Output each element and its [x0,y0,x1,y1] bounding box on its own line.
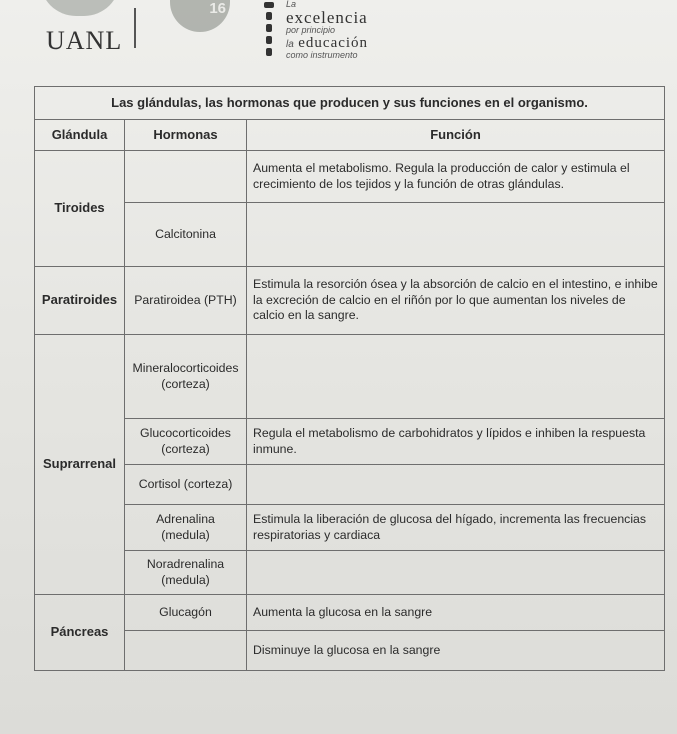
function-cell [247,465,665,505]
table-row [35,267,665,335]
table-row [35,631,665,671]
torch-icon [264,2,274,62]
table-row [35,203,665,267]
function-cell [247,551,665,595]
motto-la: La [286,0,297,9]
function-cell: Regula el metabolismo de carbohidratos y lípidos e inhiben la respuesta inmune. [247,419,665,465]
header-hormones: Hormonas [125,120,247,151]
table-row [35,505,665,551]
hormone-cell: Adrenalina (medula) [125,505,247,551]
university-seal [40,0,120,16]
function-cell [247,203,665,267]
table-row [35,551,665,595]
header-divider [134,8,136,48]
function-cell: Disminuye la glucosa en la sangre [247,631,665,671]
motto-como-instrumento: como instrumento [286,50,358,60]
hormone-cell: Mineralocorticoides (corteza) [125,335,247,419]
table-caption: Las glándulas, las hormonas que producen y sus funciones en el organismo. [35,87,665,120]
hormone-cell: Glucagón [125,595,247,631]
header-gland: Glándula [35,120,125,151]
header-function: Función [247,120,665,151]
hormone-cell: Glucocorticoides (corteza) [125,419,247,465]
caption-row [35,87,665,120]
function-cell: Estimula la liberación de glucosa del hígado, incrementa las frecuencias respiratorias y cardiaca [247,505,665,551]
hormone-cell: Calcitonina [125,203,247,267]
motto-educacion: educación [298,35,369,51]
function-cell: Aumenta el metabolismo. Regula la producción de calor y estimula el crecimiento de los tejidos y la función de otras glándulas. [247,151,665,203]
header-row [35,120,665,151]
function-cell [247,335,665,419]
hormone-cell [125,631,247,671]
anniversary-logo [170,0,230,32]
hormone-cell [125,151,247,203]
motto [286,0,368,60]
logo-number: 16 [209,0,226,17]
gland-pancreas: Páncreas [35,595,125,671]
function-cell: Estimula la resorción ósea y la absorción de calcio en el intestino, e inhibe la excreción de calcio en el riñón por lo que aumentan los niveles de calcio en la sangre. [247,267,665,335]
hormone-cell: Noradrenalina (medula) [125,551,247,595]
motto-por-principio: por principio [286,25,336,35]
document-header [0,0,677,80]
motto-la-2: la [286,39,294,50]
hormone-cell: Paratiroidea (PTH) [125,267,247,335]
table-row [35,419,665,465]
table-row [35,151,665,203]
hormone-cell: Cortisol (corteza) [125,465,247,505]
table-row [35,465,665,505]
table-row [35,335,665,419]
gland-paratiroides: Paratiroides [35,267,125,335]
table-row [35,595,665,631]
gland-suprarrenal: Suprarrenal [35,335,125,595]
function-cell: Aumenta la glucosa en la sangre [247,595,665,631]
gland-tiroides: Tiroides [35,151,125,267]
institution-name: UANL [46,26,123,55]
motto-excelencia: excelencia [286,8,368,27]
glands-table [34,86,665,671]
